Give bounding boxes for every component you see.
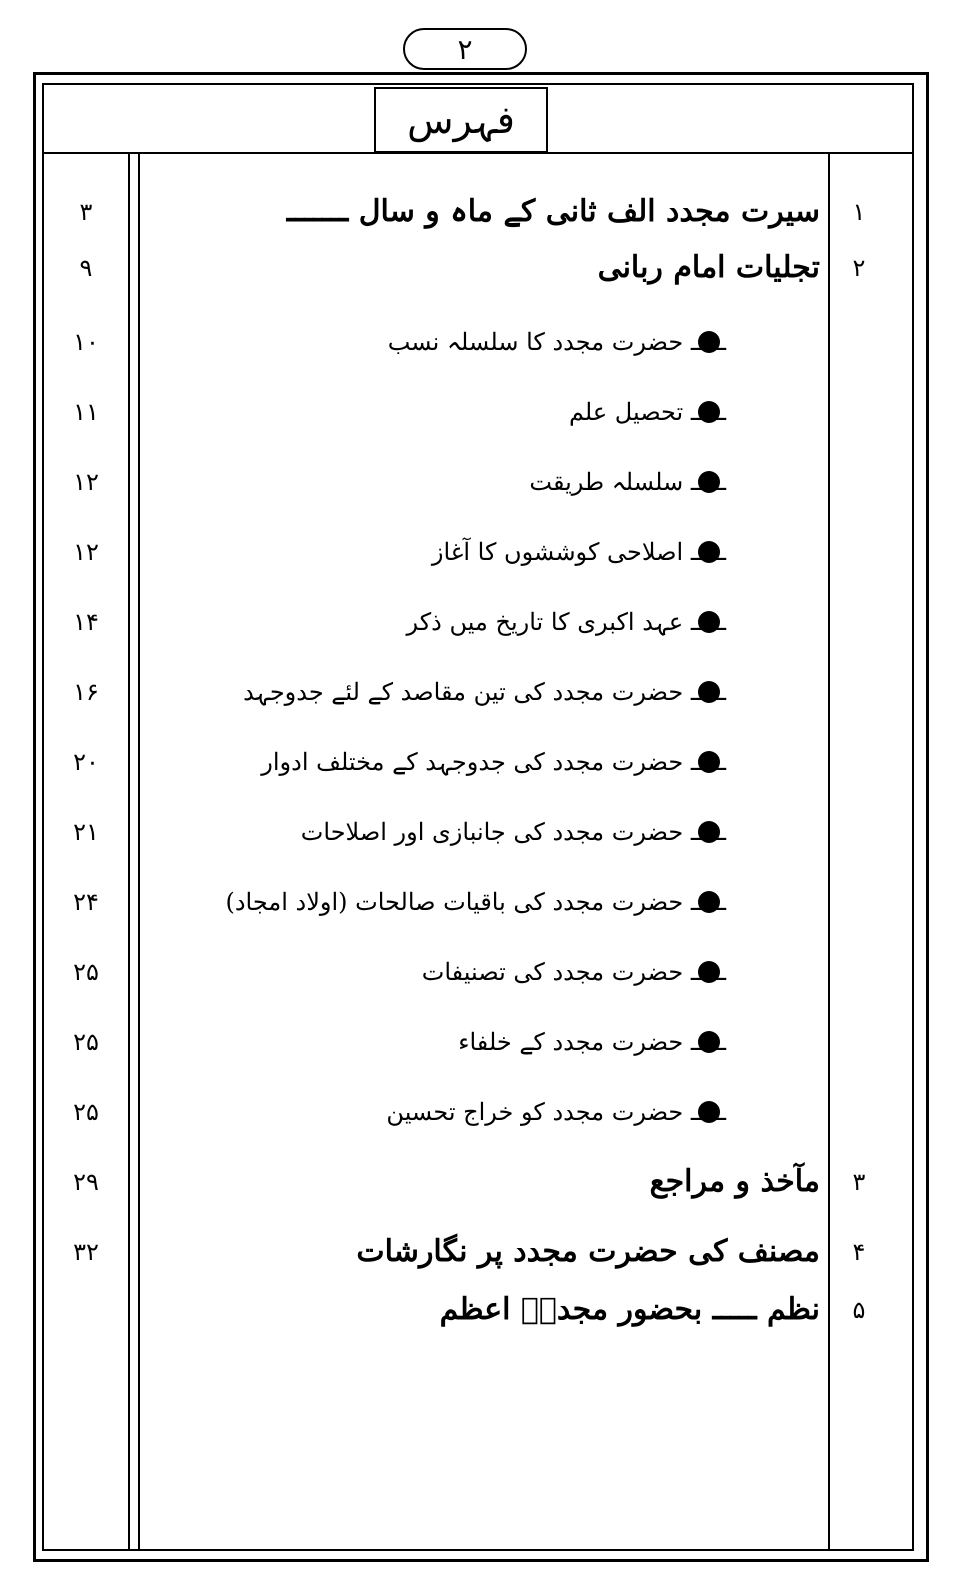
toc-subrow — [0, 1092, 960, 1132]
entry-title: مآخذ و مراجع — [649, 1164, 820, 1199]
entry-page: ۳ — [79, 198, 93, 226]
subentry-title: ـــــ سلسلہ طریقت — [529, 468, 726, 496]
entry-number: ۳ — [852, 1168, 866, 1196]
toc-subrow — [0, 882, 960, 922]
toc-subrow — [0, 392, 960, 432]
subentry-title: ـــــ حضرت مجدد کو خراج تحسین — [386, 1098, 726, 1126]
page-number: ۲ — [403, 28, 527, 70]
entry-page: ۳۲ — [73, 1238, 99, 1266]
toc-row — [0, 192, 960, 232]
entry-number: ۲ — [852, 254, 866, 282]
entry-page: ۲۰ — [73, 748, 99, 776]
entry-number: ۱ — [852, 198, 866, 226]
subentry-title: ـــــ تحصیل علم — [568, 398, 726, 426]
toc-subrow — [0, 742, 960, 782]
toc-row — [0, 1290, 960, 1330]
entry-page: ۹ — [79, 254, 93, 282]
entry-page: ۲۵ — [73, 958, 99, 986]
toc-row — [0, 248, 960, 288]
entry-title: سیرت مجدد الف ثانی کے ماہ و سال ـــــــ — [286, 194, 820, 229]
toc-subrow — [0, 812, 960, 852]
entry-page: ۲۵ — [73, 1098, 99, 1126]
entry-page: ۲۹ — [73, 1168, 99, 1196]
subentry-title: ـــــ عہد اکبری کا تاریخ میں ذکر — [406, 608, 726, 636]
subentry-title: ـــــ حضرت مجدد کی تین مقاصد کے لئے جدوجہد — [243, 678, 726, 706]
entry-page: ۲۱ — [73, 818, 99, 846]
entry-number: ۵ — [852, 1296, 866, 1324]
entry-title: نظم ـــــ بحضور مجددؒ اعظم — [439, 1292, 820, 1327]
toc-subrow — [0, 322, 960, 362]
entry-title: تجلیات امام ربانی — [597, 250, 820, 285]
subentry-title: ـــــ حضرت مجدد کی تصنیفات — [421, 958, 726, 986]
entry-number: ۴ — [852, 1238, 866, 1266]
toc-subrow — [0, 672, 960, 712]
toc-row — [0, 1162, 960, 1202]
toc-subrow — [0, 952, 960, 992]
entry-page: ۱۰ — [73, 328, 99, 356]
entry-page: ۲۴ — [73, 888, 99, 916]
toc-subrow — [0, 462, 960, 502]
index-title: فہرس — [374, 87, 548, 153]
entry-page: ۱۱ — [73, 398, 99, 426]
subentry-title: ـــــ حضرت مجدد کے خلفاء — [458, 1028, 726, 1056]
entry-page: ۱۶ — [73, 678, 99, 706]
toc-subrow — [0, 602, 960, 642]
subentry-title: ـــــ حضرت مجدد کی جانبازی اور اصلاحات — [300, 818, 726, 846]
entry-page: ۱۲ — [73, 538, 99, 566]
toc-subrow — [0, 532, 960, 572]
entry-page: ۱۲ — [73, 468, 99, 496]
entry-title: مصنف کی حضرت مجدد پر نگارشات — [356, 1234, 820, 1269]
entry-page: ۲۵ — [73, 1028, 99, 1056]
subentry-title: ـــــ حضرت مجدد کا سلسلہ نسب — [387, 328, 726, 356]
subentry-title: ـــــ اصلاحی کوششوں کا آغاز — [431, 538, 726, 566]
entry-page: ۱۴ — [73, 608, 99, 636]
toc-row — [0, 1232, 960, 1272]
subentry-title: ـــــ حضرت مجدد کی جدوجہد کے مختلف ادوار — [261, 748, 726, 776]
subentry-title: ـــــ حضرت مجدد کی باقیات صالحات (اولاد امجاد) — [225, 888, 726, 916]
toc-subrow — [0, 1022, 960, 1062]
